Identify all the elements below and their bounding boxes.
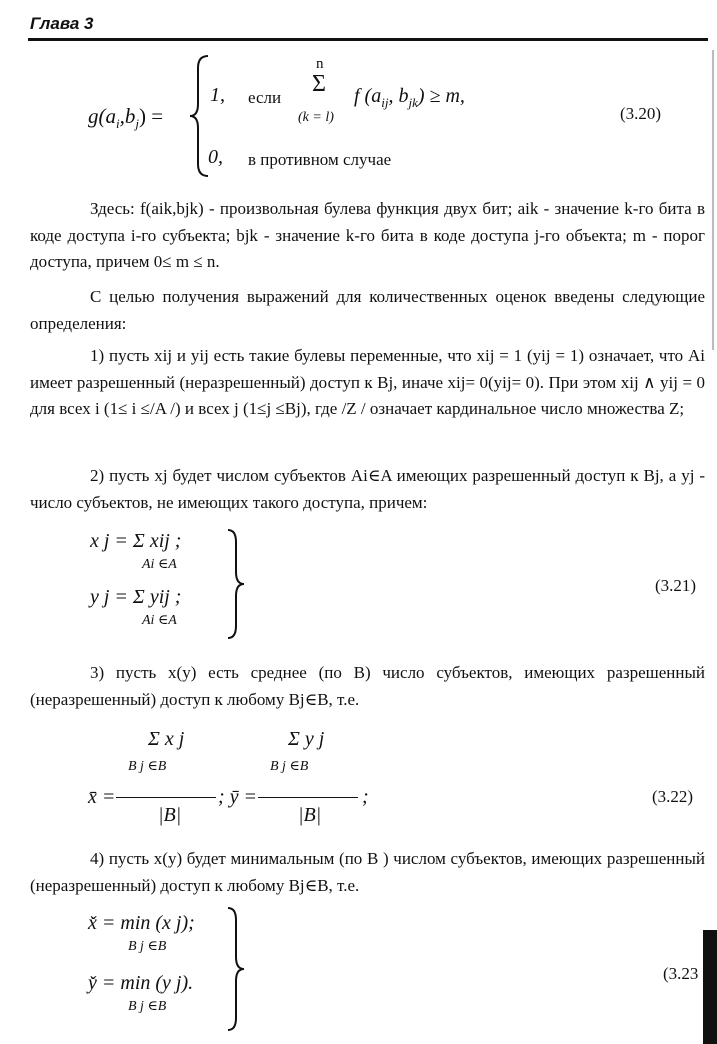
eq-3-20-lhs: $g(a_i,b_j)$ = [88,104,164,132]
eq-3-22-denominator-1: |B| [158,804,182,826]
eq-3-22-numerator-2-limit: B j ∈B [270,759,309,774]
case1-condition: если [248,88,282,107]
fraction-bar-2 [258,797,358,798]
eq-3-21-line2: y j = Σ yij ; [90,586,182,608]
fraction-bar-1 [116,797,216,798]
chapter-header: Глава 3 [30,14,94,33]
right-curly-brace-3-23 [226,906,246,1032]
equation-number-3-22: (3.22) [652,787,694,806]
eq-3-23-line1: x̌ = min (x j); [88,912,195,934]
eq-3-22-lhs-x: x̄ = [88,786,116,808]
eq-3-22-numerator-1: Σ x j [148,728,185,750]
case1-value: 1, [210,84,225,106]
equation-number-3-20: (3.20) [620,104,662,123]
case2-condition: в противном случае [248,150,392,169]
paragraph-definition-1: 1) пусть xij и yij есть такие булевы переменные, что xij = 1 (yij = 1) означает, что Ai имеет разрешенный (неразрешенный) доступ к Bj, иначе xij= 0(yij= 0). При этом xij ∧ yij = 0 для всех i (1≤ i ≤/A /) и всех j (1≤j ≤Bj), где /Z / означает кардинальное число множества Z; [30,346,705,418]
paragraph-definition-4: 4) пусть x(y) будет минимальным (по B ) числом субъектов, имеющих разрешенный (неразрешенный) доступ к любому Bj∈B, т.е. [30,849,705,895]
paragraph-definitions-1: Здесь: f(aik,bjk) - произвольная булева функция двух бит; aik - значение k-го бита в коде доступа i-го субъекта; bjk - значение k-го бита в коде доступа j-го объекта; m - порог доступа, причем 0≤ m ≤ n. [30,199,705,271]
eq-3-22-lhs-y: ; ȳ = [218,786,258,808]
eq-3-23-line2: y̌ = min (y j). [88,972,194,994]
equation-number-3-23: (3.23 [663,964,699,983]
paragraph-intro: С целью получения выражений для количественных оценок введены следующие определения: [30,287,705,333]
paragraph-definition-2: 2) пусть xj будет числом субъектов Ai∈A имеющих разрешенный доступ к Bj, а yj - число субъектов, не имеющих такого доступа, причем: [30,466,705,512]
equation-number-3-21: (3.21) [655,576,697,595]
scan-edge-shadow [703,930,717,1044]
eq-3-23-line1-limit: B j ∈B [128,939,167,954]
eq-3-22-denominator-2: |B| [298,804,322,826]
right-curly-brace [226,528,246,640]
eq-3-21-line1: x j = Σ xij ; [90,530,182,552]
scan-edge-line [712,50,714,350]
eq-3-22-numerator-1-limit: B j ∈B [128,759,167,774]
case2-value: 0, [208,146,223,168]
header-rule [28,38,708,41]
eq-3-22-end: ; [362,786,369,808]
eq-3-21-line1-limit: Ai ∈A [142,557,177,572]
sum-symbol: Σ [312,71,326,97]
eq-3-21-line2-limit: Ai ∈A [142,613,177,628]
eq-3-23-line2-limit: B j ∈B [128,999,167,1014]
eq-3-22-numerator-2: Σ y j [288,728,325,750]
sum-upper-limit: n [316,56,324,72]
paragraph-definition-3: 3) пусть x(y) есть среднее (по B) число субъектов, имеющих разрешенный (неразрешенный) доступ к любому Bj∈B, т.е. [30,663,705,709]
sum-lower-limit: (k = l) [298,110,334,125]
case1-expression: f ($a_{ij}$, $b_{jk}) \ge m$, [354,85,465,110]
